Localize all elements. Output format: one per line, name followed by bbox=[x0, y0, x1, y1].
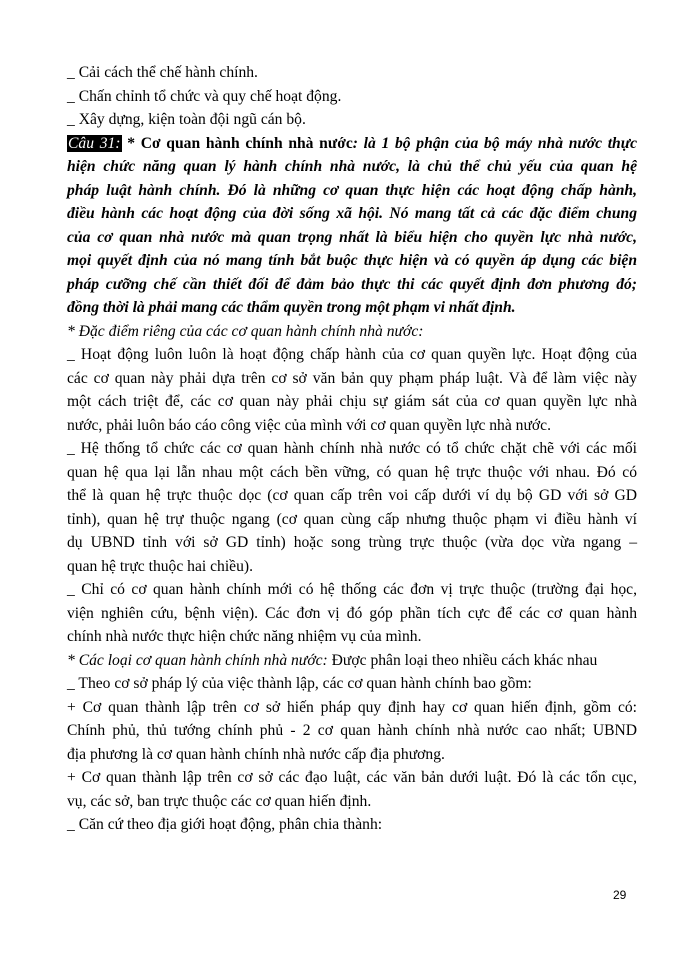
text-line: của cơ quan nhà nước mà quan trọng nhất là biểu hiện cho quyền lực nhà nước, bbox=[67, 228, 637, 246]
text-line: nước, phải luôn báo cáo công việc của mình với cơ quan quyền lực nhà nước. bbox=[67, 416, 551, 434]
text-line: dụ UBND tỉnh với sở GD tỉnh) hoặc song trùng trực thuộc (vừa dọc vừa ngang – bbox=[67, 534, 637, 551]
text-line: quan hệ qua lại lẫn nhau một cách bền vững, có quan hệ trực thuộc với nhau. Đó có bbox=[67, 463, 637, 481]
page-body bbox=[67, 61, 637, 837]
text-line: _ Hệ thống tổ chức các cơ quan hành chính nhà nước có tổ chức chặt chẽ với các mối bbox=[67, 440, 637, 457]
question-text: : là 1 bộ phận của bộ máy nhà nước thực bbox=[352, 134, 637, 152]
text-line: thể là quan hệ trực thuộc dọc (cơ quan cấp trên voi cấp dưới ví dụ bộ GD với sở GD bbox=[67, 487, 637, 504]
text-line: quan hệ trực thuộc hai chiều). bbox=[67, 557, 253, 575]
section-heading-italic: * Các loại cơ quan hành chính nhà nước: bbox=[67, 651, 328, 669]
page-number: 29 bbox=[613, 888, 627, 902]
text-line: điều hành các hoạt động của đời sống xã hội. Nó mang tất cả các đặc điểm chung bbox=[67, 205, 637, 222]
text-line: hiện chức năng quan lý hành chính nhà nước, là chủ thể chủ yếu của quan hệ bbox=[67, 158, 637, 175]
text-line: + Cơ quan thành lập trên cơ sở các đạo luật, các văn bản dưới luật. Đó là các tổn cục, bbox=[67, 769, 637, 786]
text-line: chính nhà nước thực hiện chức năng nhiệm vụ của mình. bbox=[67, 628, 422, 645]
question-title: * Cơ quan hành chính nhà nước bbox=[121, 134, 353, 152]
text-line: _ Xây dựng, kiện toàn đội ngũ cán bộ. bbox=[67, 111, 306, 128]
text-line: Chính phủ, thủ tướng chính phủ - 2 cơ quan hành chính nhà nước cao nhất; UBND bbox=[67, 722, 637, 739]
text-line: pháp cưỡng chế cần thiết đối để đảm bảo thực thi các quyết định đơn phương đó; bbox=[67, 275, 637, 293]
text-line: vụ, các sở, ban trực thuộc các cơ quan hiến định. bbox=[67, 792, 372, 810]
text-line: đồng thời là phải mang các thẩm quyền trong một phạm vi nhất định. bbox=[67, 299, 516, 316]
text-line: _ Chấn chỉnh tổ chức và quy chế hoạt động. bbox=[67, 87, 342, 105]
section-heading bbox=[67, 649, 637, 673]
text-line: _ Hoạt động luôn luôn là hoạt động chấp hành của cơ quan quyền lực. Hoạt động của bbox=[67, 346, 637, 363]
question-31-heading bbox=[67, 132, 637, 156]
text-line: _ Căn cứ theo địa giới hoạt động, phân chia thành: bbox=[67, 816, 383, 833]
text-line: tỉnh), quan hệ trự thuộc ngang (cơ quan cùng cấp nhưng thuộc phạm vi điều hành ví bbox=[67, 510, 637, 528]
text-line: một cách triệt để, các cơ quan này phải chịu sự giám sát của cơ quan quyền lực nhà bbox=[67, 393, 637, 410]
text-line: + Cơ quan thành lập trên cơ sở hiến pháp quy định hay cơ quan hiến định, gồm có: bbox=[67, 698, 637, 716]
text-line: _ Chỉ có cơ quan hành chính mới có hệ thống các đơn vị trực thuộc (trường đại học, bbox=[67, 581, 637, 598]
text-line: các cơ quan này phải dựa trên cơ sở văn bản quy phạm pháp luật. Và để làm việc này bbox=[67, 369, 637, 387]
text-line: viện nghiên cứu, bệnh viện). Các đơn vị đó góp phần tích cực để các cơ quan hành bbox=[67, 604, 637, 622]
section-heading: * Đặc điểm riêng của các cơ quan hành chính nhà nước: bbox=[67, 322, 424, 340]
text-line: _ Theo cơ sở pháp lý của việc thành lập, các cơ quan hành chính bao gồm: bbox=[67, 675, 532, 692]
text-line: _ Cải cách thể chế hành chính. bbox=[67, 64, 258, 81]
section-heading-rest: Được phân loại theo nhiều cách khác nhau bbox=[327, 651, 598, 669]
text-line: địa phương là cơ quan hành chính nhà nước cấp địa phương. bbox=[67, 745, 445, 763]
question-label: Câu 31: bbox=[68, 134, 121, 152]
text-line: pháp luật hành chính. Đó là những cơ quan thực hiện các hoạt động chấp hành, bbox=[67, 181, 637, 199]
text-line: mọi quyết định của nó mang tính bắt buộc thực hiện và có quyền áp dụng các biện bbox=[67, 252, 637, 269]
